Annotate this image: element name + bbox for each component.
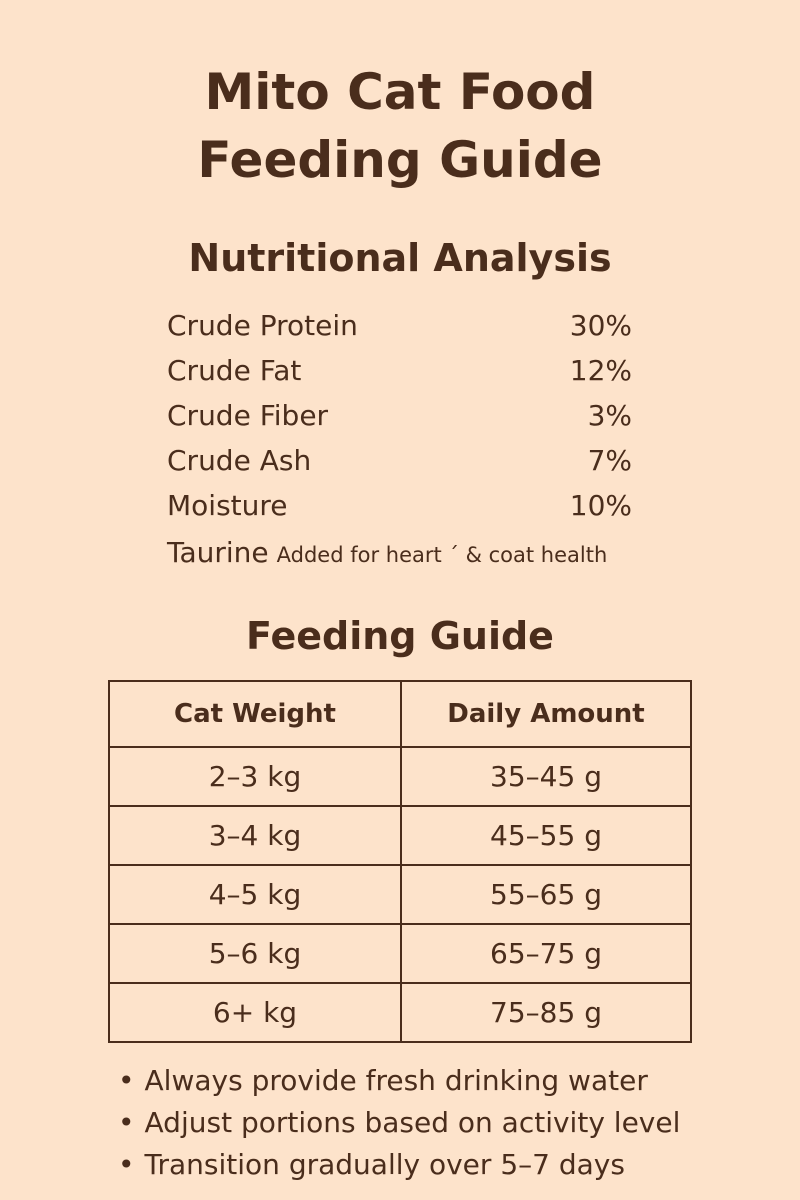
nutrient-name: Moisture — [167, 489, 288, 522]
nutrition-heading: Nutritional Analysis — [188, 236, 612, 280]
nutrient-value: 30% — [569, 309, 632, 342]
cat-weight-cell: 6+ kg — [109, 983, 401, 1042]
bullet-icon: • — [118, 1106, 135, 1139]
nutrient-row-fiber — [167, 393, 632, 438]
daily-amount-cell: 45–55 g — [401, 806, 691, 865]
nutrient-value: 12% — [569, 354, 632, 387]
title-line-2: Feeding Guide — [197, 131, 603, 189]
list-item — [118, 1102, 680, 1144]
bullet-icon: • — [118, 1148, 135, 1181]
table-row — [109, 924, 691, 983]
title-line-1: Mito Cat Food — [204, 63, 596, 121]
tip-text: Transition gradually over 5–7 days — [144, 1148, 625, 1181]
feeding-heading: Feeding Guide — [246, 614, 554, 658]
table-row — [109, 806, 691, 865]
page-title — [0, 58, 800, 194]
nutrient-name: Crude Ash — [167, 444, 312, 477]
nutrient-value: 7% — [587, 444, 632, 477]
table-row — [109, 865, 691, 924]
column-header-cat-weight: Cat Weight — [109, 681, 401, 747]
cat-weight-cell: 2–3 kg — [109, 747, 401, 806]
daily-amount-cell: 35–45 g — [401, 747, 691, 806]
nutrient-row-moisture — [167, 483, 632, 528]
nutrient-row-ash — [167, 438, 632, 483]
nutrient-row-protein — [167, 303, 632, 348]
table-row — [109, 983, 691, 1042]
nutrient-name: Crude Fat — [167, 354, 302, 387]
table-row — [109, 747, 691, 806]
taurine-name: Taurine — [167, 536, 269, 569]
nutrient-name: Crude Protein — [167, 309, 358, 342]
daily-amount-cell: 55–65 g — [401, 865, 691, 924]
nutrient-value: 3% — [587, 399, 632, 432]
list-item — [118, 1060, 680, 1102]
tip-text: Always provide fresh drinking water — [144, 1064, 648, 1097]
nutrient-row-fat — [167, 348, 632, 393]
table-header-row — [109, 681, 691, 747]
list-item — [118, 1144, 680, 1186]
tips-list — [118, 1060, 680, 1186]
nutrient-value: 10% — [569, 489, 632, 522]
column-header-daily-amount: Daily Amount — [401, 681, 691, 747]
nutrient-name: Crude Fiber — [167, 399, 329, 432]
cat-weight-cell: 4–5 kg — [109, 865, 401, 924]
nutrition-list — [167, 303, 632, 528]
taurine-note: Added for heart ´ & coat health — [276, 543, 608, 567]
tip-text: Adjust portions based on activity level — [144, 1106, 681, 1139]
bullet-icon: • — [118, 1064, 135, 1097]
cat-weight-cell: 3–4 kg — [109, 806, 401, 865]
daily-amount-cell: 65–75 g — [401, 924, 691, 983]
feeding-table — [108, 680, 692, 1043]
cat-weight-cell: 5–6 kg — [109, 924, 401, 983]
taurine-row — [167, 530, 687, 579]
daily-amount-cell: 75–85 g — [401, 983, 691, 1042]
